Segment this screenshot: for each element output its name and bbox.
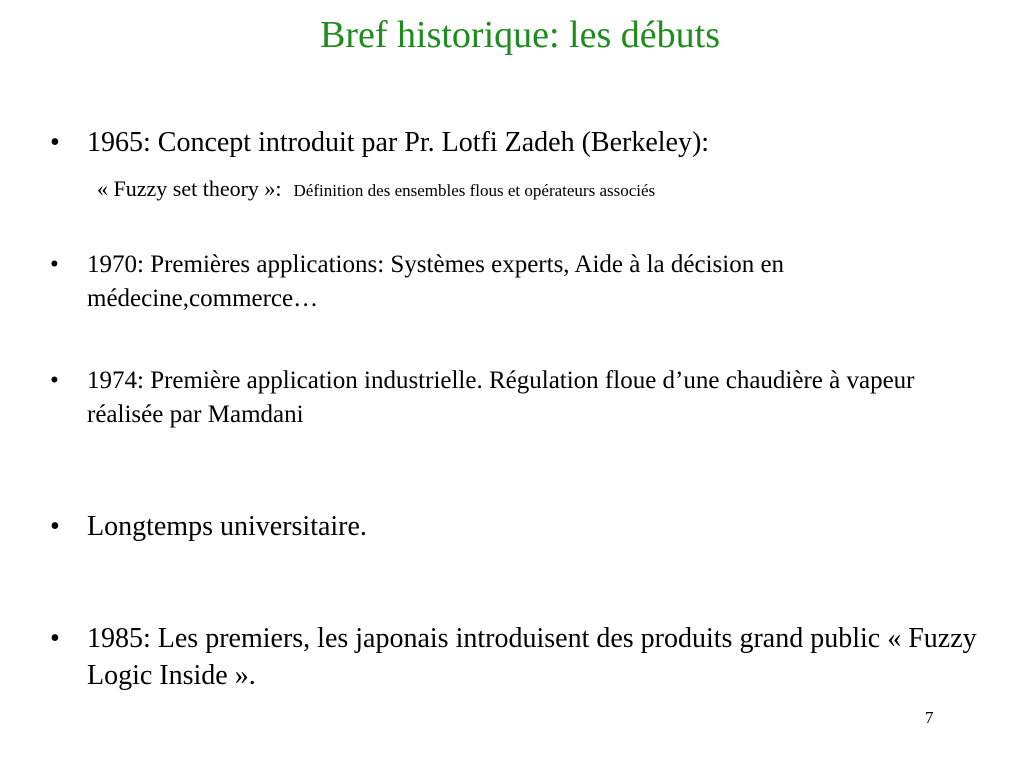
bullet-text: 1965: Concept introduit par Pr. Lotfi Zadeh (Berkeley):	[87, 127, 710, 158]
bullet-marker: •	[50, 367, 59, 394]
page-number: 7	[925, 708, 934, 727]
bullet-marker: •	[50, 127, 60, 158]
bullet-text: 1974: Première application industrielle. Régulation floue d’une chaudière à vapeur réalisée par Mamdani	[87, 367, 915, 428]
bullet-1965-subline	[97, 176, 655, 202]
slide-title: Bref historique: les débuts	[320, 14, 720, 56]
bullet-marker: •	[50, 623, 60, 654]
fuzzy-set-theory-label: « Fuzzy set theory »:	[97, 176, 282, 201]
bullet-1970	[50, 248, 980, 316]
bullet-text: Longtemps universitaire.	[87, 511, 367, 542]
fuzzy-set-theory-description: Définition des ensembles flous et opérateurs associés	[293, 181, 656, 200]
bullet-marker: •	[50, 511, 60, 542]
bullet-1974	[50, 364, 980, 432]
bullet-text: 1970: Premières applications: Systèmes experts, Aide à la décision en médecine,commerce…	[87, 251, 785, 312]
bullet-longtemps	[50, 508, 980, 545]
bullet-text: 1985: Les premiers, les japonais introduisent des produits grand public « Fuzzy Logic Inside ».	[87, 623, 977, 691]
bullet-marker: •	[50, 251, 59, 278]
bullet-1965	[50, 124, 980, 161]
bullet-1985	[50, 620, 980, 694]
